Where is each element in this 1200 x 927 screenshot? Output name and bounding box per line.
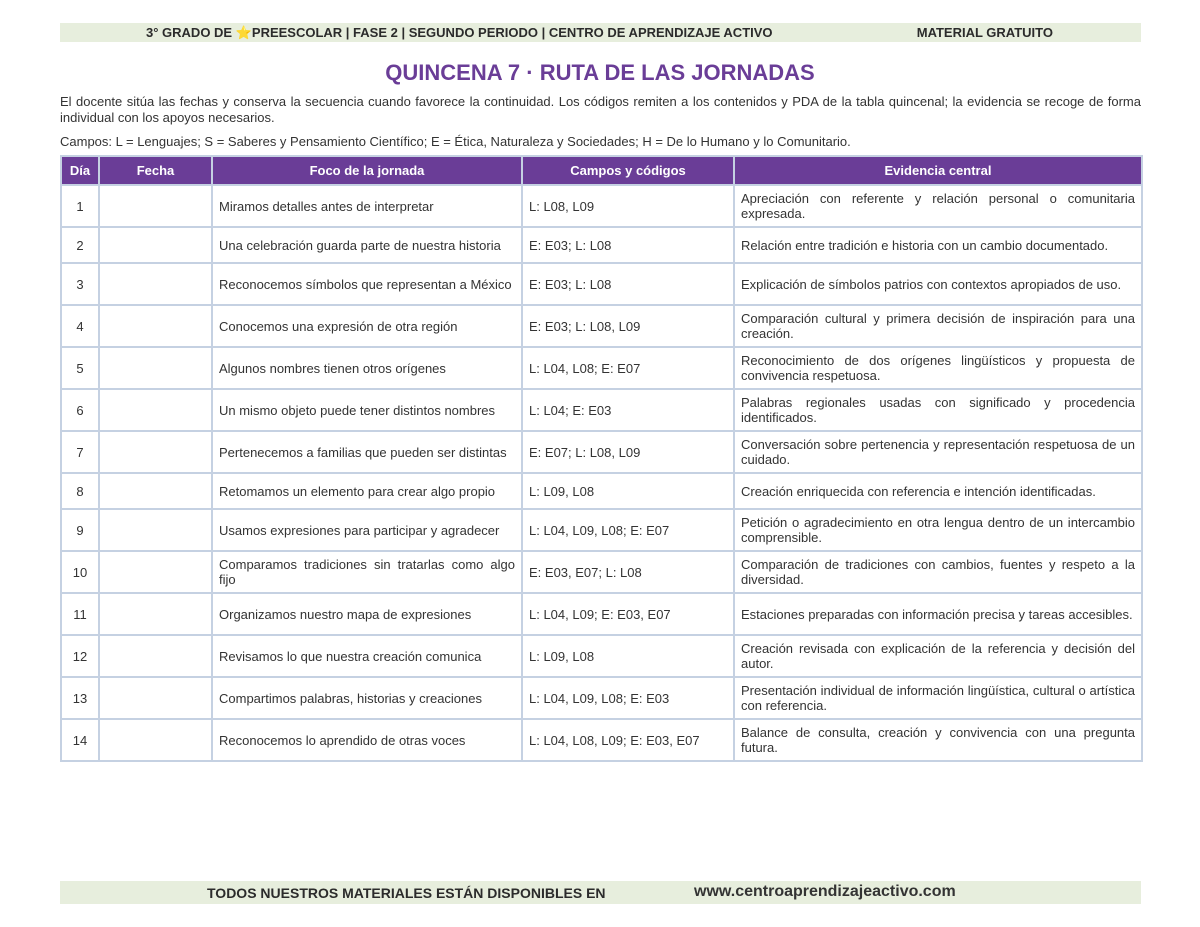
fecha-cell[interactable] <box>99 473 212 509</box>
table-row <box>61 719 1142 761</box>
header-foco: Foco de la jornada <box>212 156 522 185</box>
foco-cell: Pertenecemos a familias que pueden ser distintas <box>212 431 522 473</box>
fecha-cell[interactable] <box>99 347 212 389</box>
dia-cell: 9 <box>61 509 99 551</box>
foco-cell: Comparamos tradiciones sin tratarlas como algo fijo <box>212 551 522 593</box>
foco-cell: Retomamos un elemento para crear algo propio <box>212 473 522 509</box>
table-body <box>61 185 1142 761</box>
evidencia-cell: Comparación cultural y primera decisión de inspiración para una creación. <box>734 305 1142 347</box>
dia-cell: 2 <box>61 227 99 263</box>
evidencia-cell: Creación revisada con explicación de la referencia y decisión del autor. <box>734 635 1142 677</box>
dia-cell: 8 <box>61 473 99 509</box>
header-phase-info: PREESCOLAR | FASE 2 | SEGUNDO PERIODO | CENTRO DE APRENDIZAJE ACTIVO <box>251 25 773 40</box>
dia-cell: 7 <box>61 431 99 473</box>
page-title: QUINCENA 7 · RUTA DE LAS JORNADAS <box>385 60 815 85</box>
evidencia-cell: Reconocimiento de dos orígenes lingüísticos y propuesta de convivencia respetuosa. <box>734 347 1142 389</box>
table-row <box>61 185 1142 227</box>
codigos-cell: E: E07; L: L08, L09 <box>522 431 734 473</box>
codigos-cell: L: L04, L08; E: E07 <box>522 347 734 389</box>
foco-cell: Un mismo objeto puede tener distintos nombres <box>212 389 522 431</box>
foco-cell: Miramos detalles antes de interpretar <box>212 185 522 227</box>
evidencia-cell: Balance de consulta, creación y convivencia con una pregunta futura. <box>734 719 1142 761</box>
dia-cell: 10 <box>61 551 99 593</box>
table-row <box>61 635 1142 677</box>
codigos-cell: L: L09, L08 <box>522 635 734 677</box>
fecha-cell[interactable] <box>99 227 212 263</box>
codigos-cell: L: L04, L09, L08; E: E07 <box>522 509 734 551</box>
header-banner <box>60 23 1141 42</box>
dia-cell: 3 <box>61 263 99 305</box>
evidencia-cell: Conversación sobre pertenencia y representación respetuosa de un cuidado. <box>734 431 1142 473</box>
evidencia-cell: Apreciación con referente y relación personal o comunitaria expresada. <box>734 185 1142 227</box>
dia-cell: 1 <box>61 185 99 227</box>
codigos-cell: L: L04, L09, L08; E: E03 <box>522 677 734 719</box>
evidencia-cell: Estaciones preparadas con información precisa y tareas accesibles. <box>734 593 1142 635</box>
foco-cell: Usamos expresiones para participar y agradecer <box>212 509 522 551</box>
foco-cell: Revisamos lo que nuestra creación comunica <box>212 635 522 677</box>
evidencia-cell: Presentación individual de información lingüística, cultural o artística con referencia. <box>734 677 1142 719</box>
header-dia: Día <box>61 156 99 185</box>
codigos-cell: L: L04, L09; E: E03, E07 <box>522 593 734 635</box>
table-row <box>61 593 1142 635</box>
fecha-cell[interactable] <box>99 635 212 677</box>
fecha-cell[interactable] <box>99 431 212 473</box>
codigos-cell: L: L04, L08, L09; E: E03, E07 <box>522 719 734 761</box>
footer-text: TODOS NUESTROS MATERIALES ESTÁN DISPONIBLES EN <box>207 885 606 901</box>
table-row <box>61 347 1142 389</box>
table-row <box>61 389 1142 431</box>
evidencia-cell: Explicación de símbolos patrios con contextos apropiados de uso. <box>734 263 1142 305</box>
evidencia-cell: Palabras regionales usadas con significado y procedencia identificados. <box>734 389 1142 431</box>
table-row <box>61 677 1142 719</box>
table-row <box>61 263 1142 305</box>
foco-cell: Conocemos una expresión de otra región <box>212 305 522 347</box>
fecha-cell[interactable] <box>99 509 212 551</box>
fecha-cell[interactable] <box>99 263 212 305</box>
footer-url-link[interactable]: www.centroaprendizajeactivo.com <box>694 883 956 900</box>
evidencia-cell: Relación entre tradición e historia con un cambio documentado. <box>734 227 1142 263</box>
foco-cell: Compartimos palabras, historias y creaciones <box>212 677 522 719</box>
header-evidencia: Evidencia central <box>734 156 1142 185</box>
campos-legend: Campos: L = Lenguajes; S = Saberes y Pensamiento Científico; E = Ética, Naturaleza y Sociedades; H = De lo Humano y lo Comunitario. <box>60 134 851 149</box>
header-fecha: Fecha <box>99 156 212 185</box>
table-row <box>61 227 1142 263</box>
dia-cell: 6 <box>61 389 99 431</box>
foco-cell: Reconocemos símbolos que representan a México <box>212 263 522 305</box>
jornadas-table <box>60 155 1143 762</box>
star-icon: ⭐ <box>235 25 252 40</box>
codigos-cell: L: L04; E: E03 <box>522 389 734 431</box>
foco-cell: Una celebración guarda parte de nuestra historia <box>212 227 522 263</box>
codigos-cell: E: E03; L: L08 <box>522 263 734 305</box>
fecha-cell[interactable] <box>99 719 212 761</box>
header-info <box>146 25 773 41</box>
dia-cell: 12 <box>61 635 99 677</box>
header-grade: 3° GRADO DE <box>146 25 236 40</box>
codigos-cell: L: L08, L09 <box>522 185 734 227</box>
fecha-cell[interactable] <box>99 305 212 347</box>
dia-cell: 11 <box>61 593 99 635</box>
table-row <box>61 473 1142 509</box>
table-row <box>61 509 1142 551</box>
fecha-cell[interactable] <box>99 389 212 431</box>
fecha-cell[interactable] <box>99 185 212 227</box>
dia-cell: 13 <box>61 677 99 719</box>
header-campos: Campos y códigos <box>522 156 734 185</box>
intro-text: El docente sitúa las fechas y conserva la secuencia cuando favorece la continuidad. Los códigos remiten a los contenidos y PDA de la tabla quincenal; la evidencia se recoge de forma individual con los apoyos necesarios. <box>60 94 1141 125</box>
fecha-cell[interactable] <box>99 551 212 593</box>
fecha-cell[interactable] <box>99 677 212 719</box>
codigos-cell: E: E03; L: L08, L09 <box>522 305 734 347</box>
footer-banner <box>60 881 1141 904</box>
table-row <box>61 431 1142 473</box>
table-header-row <box>61 156 1142 185</box>
foco-cell: Organizamos nuestro mapa de expresiones <box>212 593 522 635</box>
header-free-material: MATERIAL GRATUITO <box>916 25 1053 40</box>
fecha-cell[interactable] <box>99 593 212 635</box>
table-row <box>61 551 1142 593</box>
table-row <box>61 305 1142 347</box>
evidencia-cell: Comparación de tradiciones con cambios, fuentes y respeto a la diversidad. <box>734 551 1142 593</box>
dia-cell: 14 <box>61 719 99 761</box>
evidencia-cell: Petición o agradecimiento en otra lengua dentro de un intercambio comprensible. <box>734 509 1142 551</box>
dia-cell: 5 <box>61 347 99 389</box>
foco-cell: Reconocemos lo aprendido de otras voces <box>212 719 522 761</box>
codigos-cell: L: L09, L08 <box>522 473 734 509</box>
codigos-cell: E: E03, E07; L: L08 <box>522 551 734 593</box>
foco-cell: Algunos nombres tienen otros orígenes <box>212 347 522 389</box>
dia-cell: 4 <box>61 305 99 347</box>
evidencia-cell: Creación enriquecida con referencia e intención identificadas. <box>734 473 1142 509</box>
codigos-cell: E: E03; L: L08 <box>522 227 734 263</box>
